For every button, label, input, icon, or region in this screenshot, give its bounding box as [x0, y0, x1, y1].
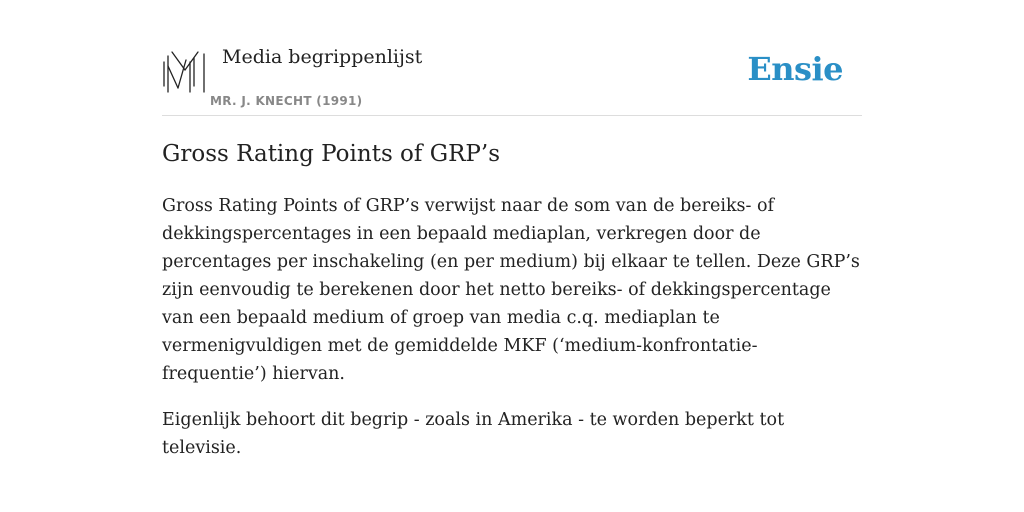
source-title[interactable]: Media begrippenlijst	[222, 46, 423, 68]
entry-paragraph: Eigenlijk behoort dit begrip - zoals in Amerika - te worden beperkt tot televisie.	[162, 410, 785, 458]
entry-content	[162, 138, 862, 480]
entry-title: Gross Rating Points of GRP’s	[162, 141, 501, 167]
brand-logo[interactable]: Ensie	[747, 50, 843, 88]
entry-paragraph: Gross Rating Points of GRP’s verwijst naar de som van de bereiks- of dekkingspercentages in een bepaald mediaplan, verkregen door de percentages per inschakeling (en per medium) bij elkaar te tellen. Deze GRP’s zijn eenvoudig te berekenen door het netto bereiks- of dekkingspercentage van een bepaald medium of groep van media c.q. mediaplan te vermenigvuldigen met de gemiddelde MKF (‘medium-konfrontatie-frequentie’) hiervan.	[162, 196, 860, 384]
source-header	[162, 40, 862, 116]
author-credit: MR. J. KNECHT (1991)	[210, 94, 363, 108]
m-monogram-icon[interactable]	[162, 48, 208, 94]
